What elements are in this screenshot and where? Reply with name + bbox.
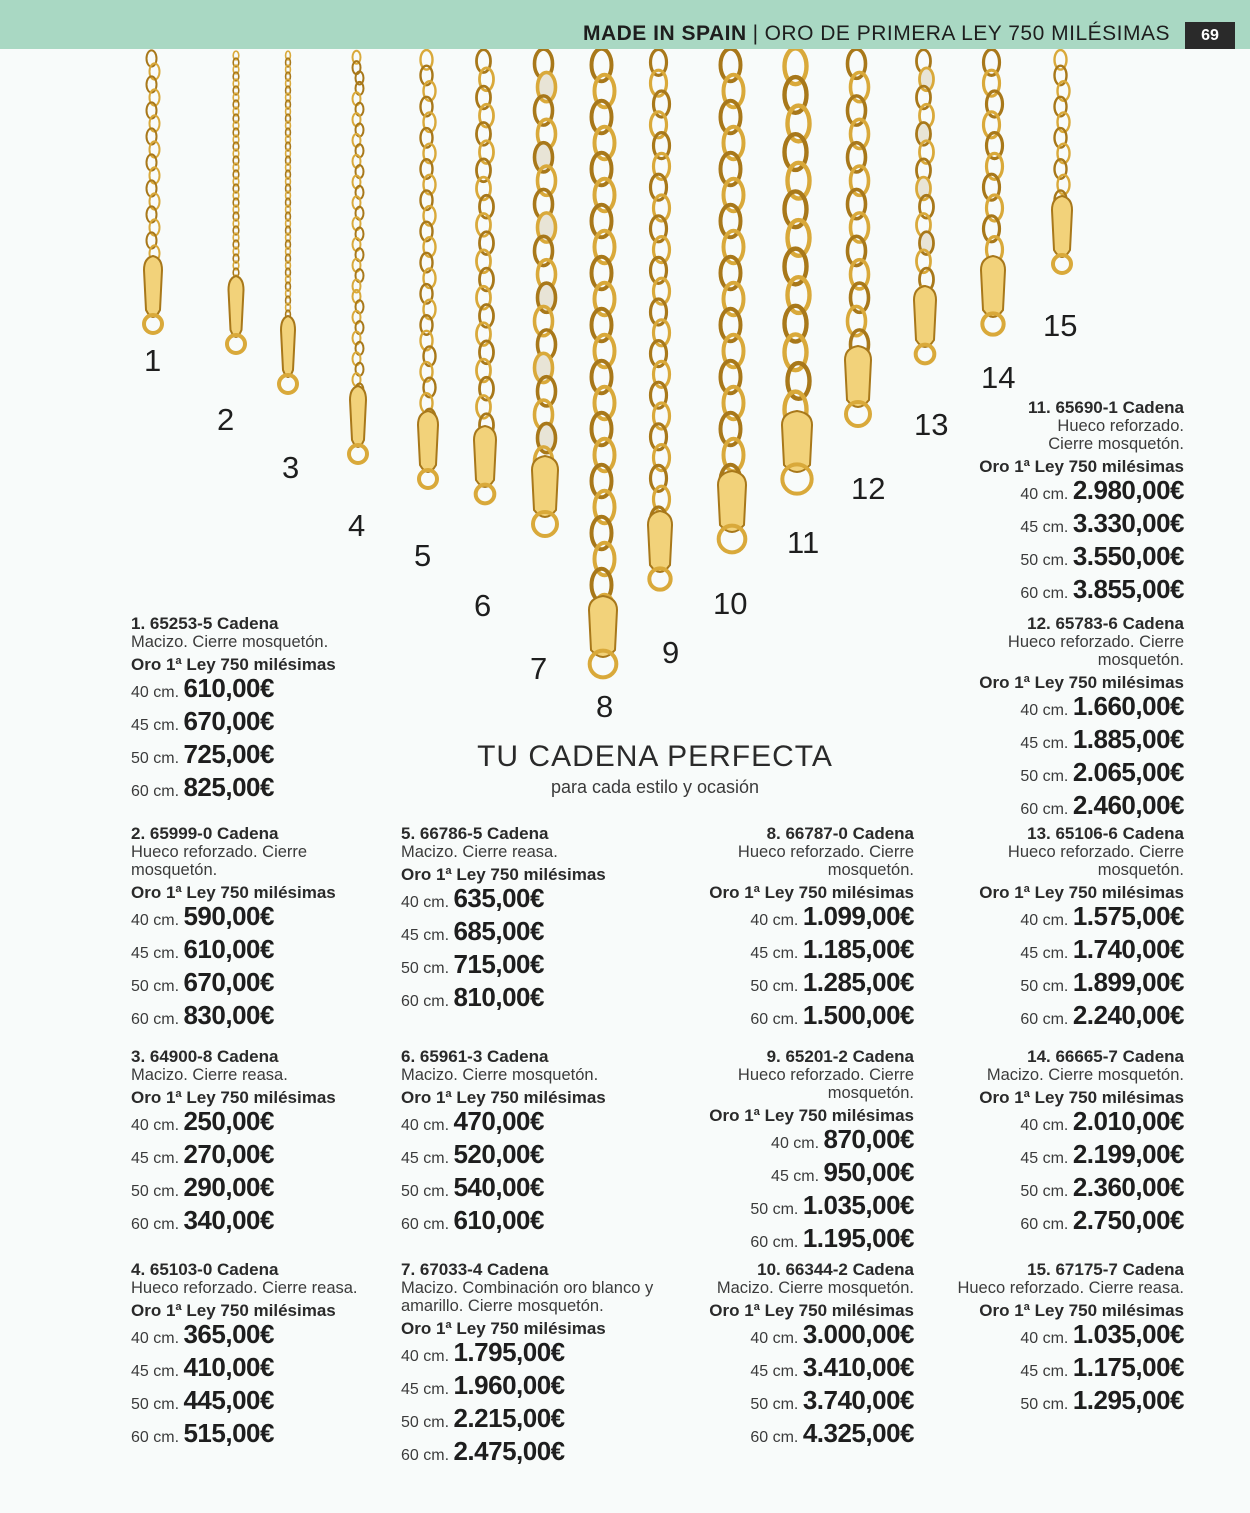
product-description: amarillo. Cierre mosquetón. bbox=[401, 1297, 604, 1315]
product-8 bbox=[654, 824, 914, 1034]
price-size: 45 cm. bbox=[1020, 1363, 1073, 1380]
product-6 bbox=[401, 1047, 661, 1239]
price-size: 50 cm. bbox=[131, 750, 184, 767]
product-gold-grade: Oro 1ª Ley 750 milésimas bbox=[131, 655, 336, 674]
price-size: 50 cm. bbox=[1020, 552, 1073, 569]
chain-number-12: 12 bbox=[851, 471, 886, 506]
price-size: 60 cm. bbox=[1020, 1011, 1073, 1028]
chain-number-13: 13 bbox=[914, 407, 949, 442]
price-size: 60 cm. bbox=[750, 1011, 803, 1028]
product-13 bbox=[924, 824, 1184, 1034]
price-value: 1.795,00€ bbox=[453, 1337, 565, 1367]
chain-number-10: 10 bbox=[713, 586, 748, 621]
price-row bbox=[924, 692, 1184, 725]
price-value: 1.175,00€ bbox=[1072, 1352, 1184, 1382]
price-row bbox=[131, 1173, 391, 1206]
product-description: Hueco reforzado. Cierre mosquetón. bbox=[1007, 633, 1184, 669]
price-value: 2.750,00€ bbox=[1072, 1205, 1184, 1235]
price-row bbox=[654, 968, 914, 1001]
price-value: 610,00€ bbox=[183, 934, 274, 964]
chain-number-11: 11 bbox=[787, 525, 820, 560]
price-row bbox=[131, 935, 391, 968]
price-size: 45 cm. bbox=[1020, 945, 1073, 962]
chain-15-image bbox=[1052, 50, 1072, 273]
price-value: 2.010,00€ bbox=[1072, 1106, 1184, 1136]
price-row bbox=[924, 1386, 1184, 1419]
price-value: 3.330,00€ bbox=[1072, 508, 1184, 538]
price-row bbox=[924, 758, 1184, 791]
price-row bbox=[131, 1107, 391, 1140]
chain-13-image bbox=[914, 50, 936, 364]
price-row bbox=[654, 902, 914, 935]
product-description: Hueco reforzado. Cierre reasa. bbox=[957, 1279, 1184, 1297]
chain-number-14: 14 bbox=[981, 360, 1016, 395]
price-size: 45 cm. bbox=[771, 1168, 824, 1185]
price-row bbox=[924, 968, 1184, 1001]
price-size: 50 cm. bbox=[131, 978, 184, 995]
price-value: 1.035,00€ bbox=[1072, 1319, 1184, 1349]
price-row bbox=[924, 476, 1184, 509]
product-title: 14. 66665-7 Cadena bbox=[1027, 1047, 1184, 1066]
product-description: Hueco reforzado. Cierre mosquetón. bbox=[131, 843, 308, 879]
product-description: Macizo. Cierre mosquetón. bbox=[401, 1066, 599, 1084]
price-value: 685,00€ bbox=[453, 916, 544, 946]
price-row bbox=[924, 542, 1184, 575]
price-row bbox=[131, 1320, 391, 1353]
chain-number-1: 1 bbox=[144, 343, 162, 378]
product-title: 13. 65106-6 Cadena bbox=[1027, 824, 1184, 843]
price-value: 670,00€ bbox=[183, 967, 274, 997]
price-row bbox=[924, 1206, 1184, 1239]
price-row bbox=[654, 1386, 914, 1419]
price-value: 1.295,00€ bbox=[1072, 1385, 1184, 1415]
price-value: 1.500,00€ bbox=[802, 1000, 914, 1030]
product-title: 2. 65999-0 Cadena bbox=[131, 824, 279, 843]
header-title bbox=[583, 22, 1170, 46]
price-value: 470,00€ bbox=[453, 1106, 544, 1136]
price-value: 2.475,00€ bbox=[453, 1436, 565, 1466]
product-description: Macizo. Cierre mosquetón. bbox=[131, 633, 329, 651]
price-row bbox=[131, 1206, 391, 1239]
chain-12-image bbox=[845, 49, 871, 426]
price-size: 40 cm. bbox=[1020, 1330, 1073, 1347]
price-size: 40 cm. bbox=[1020, 486, 1073, 503]
price-value: 2.215,00€ bbox=[453, 1403, 565, 1433]
price-row bbox=[401, 1371, 661, 1404]
price-value: 2.240,00€ bbox=[1072, 1000, 1184, 1030]
chain-number-7: 7 bbox=[530, 651, 548, 686]
product-gold-grade: Oro 1ª Ley 750 milésimas bbox=[131, 883, 336, 902]
price-row bbox=[924, 902, 1184, 935]
chain-number-9: 9 bbox=[662, 635, 680, 670]
header-band bbox=[0, 0, 1250, 49]
price-size: 60 cm. bbox=[1020, 801, 1073, 818]
product-gold-grade: Oro 1ª Ley 750 milésimas bbox=[401, 1319, 606, 1338]
price-row bbox=[131, 1140, 391, 1173]
header-separator: | bbox=[752, 22, 759, 45]
price-row bbox=[131, 1353, 391, 1386]
product-7 bbox=[401, 1260, 661, 1470]
price-size: 40 cm. bbox=[401, 894, 454, 911]
price-size: 45 cm. bbox=[401, 1381, 454, 1398]
product-title: 4. 65103-0 Cadena bbox=[131, 1260, 279, 1279]
price-size: 45 cm. bbox=[401, 1150, 454, 1167]
price-value: 2.980,00€ bbox=[1072, 475, 1184, 505]
price-row bbox=[131, 1386, 391, 1419]
price-size: 40 cm. bbox=[1020, 1117, 1073, 1134]
price-size: 60 cm. bbox=[131, 1216, 184, 1233]
price-size: 40 cm. bbox=[131, 1117, 184, 1134]
price-row bbox=[924, 1320, 1184, 1353]
price-value: 290,00€ bbox=[183, 1172, 274, 1202]
page-number: 69 bbox=[1185, 22, 1235, 49]
chain-number-6: 6 bbox=[474, 588, 492, 623]
chain-4-image bbox=[349, 51, 367, 463]
product-title: 9. 65201-2 Cadena bbox=[766, 1047, 914, 1066]
price-size: 45 cm. bbox=[131, 1363, 184, 1380]
price-value: 365,00€ bbox=[183, 1319, 274, 1349]
price-size: 50 cm. bbox=[401, 1183, 454, 1200]
price-value: 410,00€ bbox=[183, 1352, 274, 1382]
chain-number-2: 2 bbox=[217, 402, 235, 437]
price-row bbox=[654, 1125, 914, 1158]
price-value: 1.195,00€ bbox=[802, 1223, 914, 1253]
product-description: Macizo. Combinación oro blanco y bbox=[401, 1279, 654, 1297]
price-value: 810,00€ bbox=[453, 982, 544, 1012]
price-value: 3.740,00€ bbox=[802, 1385, 914, 1415]
product-description: Hueco reforzado. Cierre mosquetón. bbox=[1007, 843, 1184, 879]
price-row bbox=[924, 1107, 1184, 1140]
chain-9-image bbox=[648, 49, 672, 589]
chain-8-image bbox=[589, 49, 617, 677]
price-row bbox=[401, 1437, 661, 1470]
price-size: 45 cm. bbox=[131, 717, 184, 734]
product-4 bbox=[131, 1260, 391, 1452]
price-row bbox=[401, 950, 661, 983]
product-9 bbox=[654, 1047, 914, 1257]
price-size: 45 cm. bbox=[131, 1150, 184, 1167]
price-value: 2.460,00€ bbox=[1072, 790, 1184, 820]
price-row bbox=[654, 1158, 914, 1191]
price-value: 2.065,00€ bbox=[1072, 757, 1184, 787]
price-row bbox=[924, 1140, 1184, 1173]
price-row bbox=[654, 1224, 914, 1257]
price-value: 1.099,00€ bbox=[802, 901, 914, 931]
product-title: 10. 66344-2 Cadena bbox=[757, 1260, 914, 1279]
price-value: 1.660,00€ bbox=[1072, 691, 1184, 721]
price-row bbox=[131, 1419, 391, 1452]
price-value: 515,00€ bbox=[183, 1418, 274, 1448]
price-size: 40 cm. bbox=[750, 1330, 803, 1347]
price-row bbox=[401, 1173, 661, 1206]
price-row bbox=[924, 1353, 1184, 1386]
price-size: 50 cm. bbox=[1020, 768, 1073, 785]
price-value: 1.575,00€ bbox=[1072, 901, 1184, 931]
product-description: Hueco reforzado. Cierre reasa. bbox=[131, 1279, 358, 1297]
price-row bbox=[401, 1107, 661, 1140]
chain-3-image bbox=[279, 51, 297, 393]
price-value: 950,00€ bbox=[823, 1157, 914, 1187]
price-size: 60 cm. bbox=[401, 1447, 454, 1464]
price-value: 3.855,00€ bbox=[1072, 574, 1184, 604]
product-11 bbox=[924, 398, 1184, 608]
price-size: 60 cm. bbox=[750, 1429, 803, 1446]
price-value: 635,00€ bbox=[453, 883, 544, 913]
chain-14-image bbox=[981, 49, 1005, 334]
price-size: 50 cm. bbox=[401, 1414, 454, 1431]
price-value: 1.899,00€ bbox=[1072, 967, 1184, 997]
price-value: 610,00€ bbox=[183, 673, 274, 703]
header-subtitle: ORO DE PRIMERA LEY 750 MILÉSIMAS bbox=[764, 22, 1170, 45]
price-size: 45 cm. bbox=[750, 945, 803, 962]
product-gold-grade: Oro 1ª Ley 750 milésimas bbox=[979, 673, 1184, 692]
product-gold-grade: Oro 1ª Ley 750 milésimas bbox=[131, 1088, 336, 1107]
chain-6-image bbox=[474, 50, 496, 504]
product-title: 15. 67175-7 Cadena bbox=[1027, 1260, 1184, 1279]
price-size: 50 cm. bbox=[131, 1183, 184, 1200]
product-gold-grade: Oro 1ª Ley 750 milésimas bbox=[979, 1301, 1184, 1320]
price-size: 45 cm. bbox=[131, 945, 184, 962]
price-row bbox=[131, 674, 391, 707]
product-15 bbox=[924, 1260, 1184, 1419]
price-row bbox=[401, 917, 661, 950]
price-value: 610,00€ bbox=[453, 1205, 544, 1235]
price-size: 50 cm. bbox=[131, 1396, 184, 1413]
price-value: 1.960,00€ bbox=[453, 1370, 565, 1400]
price-row bbox=[924, 575, 1184, 608]
product-title: 12. 65783-6 Cadena bbox=[1027, 614, 1184, 633]
price-row bbox=[654, 1419, 914, 1452]
price-value: 3.000,00€ bbox=[802, 1319, 914, 1349]
chain-number-5: 5 bbox=[414, 538, 432, 573]
product-description: Macizo. Cierre reasa. bbox=[131, 1066, 288, 1084]
price-row bbox=[131, 773, 391, 806]
price-value: 870,00€ bbox=[823, 1124, 914, 1154]
price-size: 40 cm. bbox=[131, 1330, 184, 1347]
price-row bbox=[401, 1404, 661, 1437]
chain-5-image bbox=[418, 50, 438, 488]
product-gold-grade: Oro 1ª Ley 750 milésimas bbox=[709, 883, 914, 902]
chain-number-3: 3 bbox=[282, 450, 300, 485]
price-value: 715,00€ bbox=[453, 949, 544, 979]
chain-10-image bbox=[718, 49, 746, 552]
chain-number-4: 4 bbox=[348, 508, 366, 543]
price-size: 50 cm. bbox=[1020, 978, 1073, 995]
price-size: 60 cm. bbox=[1020, 585, 1073, 602]
price-size: 50 cm. bbox=[750, 1201, 803, 1218]
chain-1-image bbox=[144, 50, 162, 333]
price-size: 45 cm. bbox=[1020, 1150, 1073, 1167]
product-title: 1. 65253-5 Cadena bbox=[131, 614, 279, 633]
price-value: 1.885,00€ bbox=[1072, 724, 1184, 754]
price-row bbox=[654, 1191, 914, 1224]
price-size: 60 cm. bbox=[750, 1234, 803, 1251]
product-title: 6. 65961-3 Cadena bbox=[401, 1047, 549, 1066]
price-value: 2.360,00€ bbox=[1072, 1172, 1184, 1202]
price-size: 40 cm. bbox=[1020, 912, 1073, 929]
price-row bbox=[131, 740, 391, 773]
price-row bbox=[924, 935, 1184, 968]
product-14 bbox=[924, 1047, 1184, 1239]
chain-number-8: 8 bbox=[596, 689, 614, 724]
price-size: 50 cm. bbox=[401, 960, 454, 977]
price-size: 60 cm. bbox=[131, 783, 184, 800]
price-row bbox=[924, 509, 1184, 542]
product-title: 5. 66786-5 Cadena bbox=[401, 824, 549, 843]
product-1 bbox=[131, 614, 391, 806]
price-value: 825,00€ bbox=[183, 772, 274, 802]
product-description: Hueco reforzado. bbox=[1057, 417, 1184, 435]
product-title: 11. 65690-1 Cadena bbox=[1028, 398, 1184, 417]
price-size: 60 cm. bbox=[1020, 1216, 1073, 1233]
price-row bbox=[131, 707, 391, 740]
price-size: 40 cm. bbox=[771, 1135, 824, 1152]
price-value: 445,00€ bbox=[183, 1385, 274, 1415]
price-value: 1.185,00€ bbox=[802, 934, 914, 964]
price-size: 40 cm. bbox=[131, 912, 184, 929]
price-row bbox=[401, 1338, 661, 1371]
product-gold-grade: Oro 1ª Ley 750 milésimas bbox=[401, 1088, 606, 1107]
price-value: 1.285,00€ bbox=[802, 967, 914, 997]
product-gold-grade: Oro 1ª Ley 750 milésimas bbox=[979, 457, 1184, 476]
price-size: 50 cm. bbox=[750, 978, 803, 995]
price-row bbox=[131, 968, 391, 1001]
price-value: 270,00€ bbox=[183, 1139, 274, 1169]
price-row bbox=[401, 884, 661, 917]
center-title: TU CADENA PERFECTA bbox=[477, 740, 833, 773]
product-5 bbox=[401, 824, 661, 1016]
product-description: Macizo. Cierre mosquetón. bbox=[716, 1279, 914, 1297]
price-size: 45 cm. bbox=[750, 1363, 803, 1380]
chain-number-15: 15 bbox=[1043, 308, 1078, 343]
price-row bbox=[401, 1140, 661, 1173]
price-value: 250,00€ bbox=[183, 1106, 274, 1136]
price-size: 60 cm. bbox=[401, 993, 454, 1010]
price-size: 60 cm. bbox=[131, 1011, 184, 1028]
product-description: Cierre mosquetón. bbox=[1048, 435, 1184, 453]
price-row bbox=[654, 1001, 914, 1034]
price-value: 4.325,00€ bbox=[802, 1418, 914, 1448]
price-value: 590,00€ bbox=[183, 901, 274, 931]
price-row bbox=[401, 1206, 661, 1239]
price-value: 540,00€ bbox=[453, 1172, 544, 1202]
price-size: 40 cm. bbox=[1020, 702, 1073, 719]
chain-7-image bbox=[532, 49, 558, 536]
price-size: 60 cm. bbox=[401, 1216, 454, 1233]
price-row bbox=[924, 725, 1184, 758]
price-value: 830,00€ bbox=[183, 1000, 274, 1030]
price-value: 1.740,00€ bbox=[1072, 934, 1184, 964]
product-10 bbox=[654, 1260, 914, 1452]
price-size: 45 cm. bbox=[401, 927, 454, 944]
product-description: Macizo. Cierre reasa. bbox=[401, 843, 558, 861]
product-description: Macizo. Cierre mosquetón. bbox=[986, 1066, 1184, 1084]
product-description: Hueco reforzado. Cierre mosquetón. bbox=[737, 843, 914, 879]
price-row bbox=[654, 1320, 914, 1353]
chain-11-image bbox=[782, 49, 812, 494]
price-row bbox=[654, 1353, 914, 1386]
product-title: 8. 66787-0 Cadena bbox=[766, 824, 914, 843]
price-size: 60 cm. bbox=[131, 1429, 184, 1446]
product-gold-grade: Oro 1ª Ley 750 milésimas bbox=[131, 1301, 336, 1320]
price-size: 45 cm. bbox=[1020, 735, 1073, 752]
price-value: 670,00€ bbox=[183, 706, 274, 736]
price-size: 40 cm. bbox=[750, 912, 803, 929]
product-12 bbox=[924, 614, 1184, 824]
price-row bbox=[654, 935, 914, 968]
price-value: 2.199,00€ bbox=[1072, 1139, 1184, 1169]
price-size: 40 cm. bbox=[131, 684, 184, 701]
product-gold-grade: Oro 1ª Ley 750 milésimas bbox=[709, 1106, 914, 1125]
price-row bbox=[924, 791, 1184, 824]
brand-label: MADE IN SPAIN bbox=[582, 22, 747, 45]
product-gold-grade: Oro 1ª Ley 750 milésimas bbox=[709, 1301, 914, 1320]
product-gold-grade: Oro 1ª Ley 750 milésimas bbox=[401, 865, 606, 884]
price-value: 340,00€ bbox=[183, 1205, 274, 1235]
product-title: 7. 67033-4 Cadena bbox=[401, 1260, 549, 1279]
price-row bbox=[131, 902, 391, 935]
product-title: 3. 64900-8 Cadena bbox=[131, 1047, 279, 1066]
price-row bbox=[924, 1001, 1184, 1034]
price-value: 725,00€ bbox=[183, 739, 274, 769]
price-size: 50 cm. bbox=[750, 1396, 803, 1413]
price-size: 45 cm. bbox=[1020, 519, 1073, 536]
price-value: 1.035,00€ bbox=[802, 1190, 914, 1220]
price-row bbox=[401, 983, 661, 1016]
center-subtitle: para cada estilo y ocasión bbox=[550, 777, 760, 797]
price-size: 40 cm. bbox=[401, 1117, 454, 1134]
product-gold-grade: Oro 1ª Ley 750 milésimas bbox=[979, 883, 1184, 902]
price-value: 3.550,00€ bbox=[1072, 541, 1184, 571]
product-2 bbox=[131, 824, 391, 1034]
product-3 bbox=[131, 1047, 391, 1239]
price-size: 40 cm. bbox=[401, 1348, 454, 1365]
product-description: Hueco reforzado. Cierre mosquetón. bbox=[737, 1066, 914, 1102]
chain-2-image bbox=[227, 51, 245, 353]
price-size: 50 cm. bbox=[1020, 1183, 1073, 1200]
price-value: 520,00€ bbox=[453, 1139, 544, 1169]
price-row bbox=[131, 1001, 391, 1034]
price-size: 50 cm. bbox=[1020, 1396, 1073, 1413]
price-value: 3.410,00€ bbox=[802, 1352, 914, 1382]
price-row bbox=[924, 1173, 1184, 1206]
product-gold-grade: Oro 1ª Ley 750 milésimas bbox=[979, 1088, 1184, 1107]
